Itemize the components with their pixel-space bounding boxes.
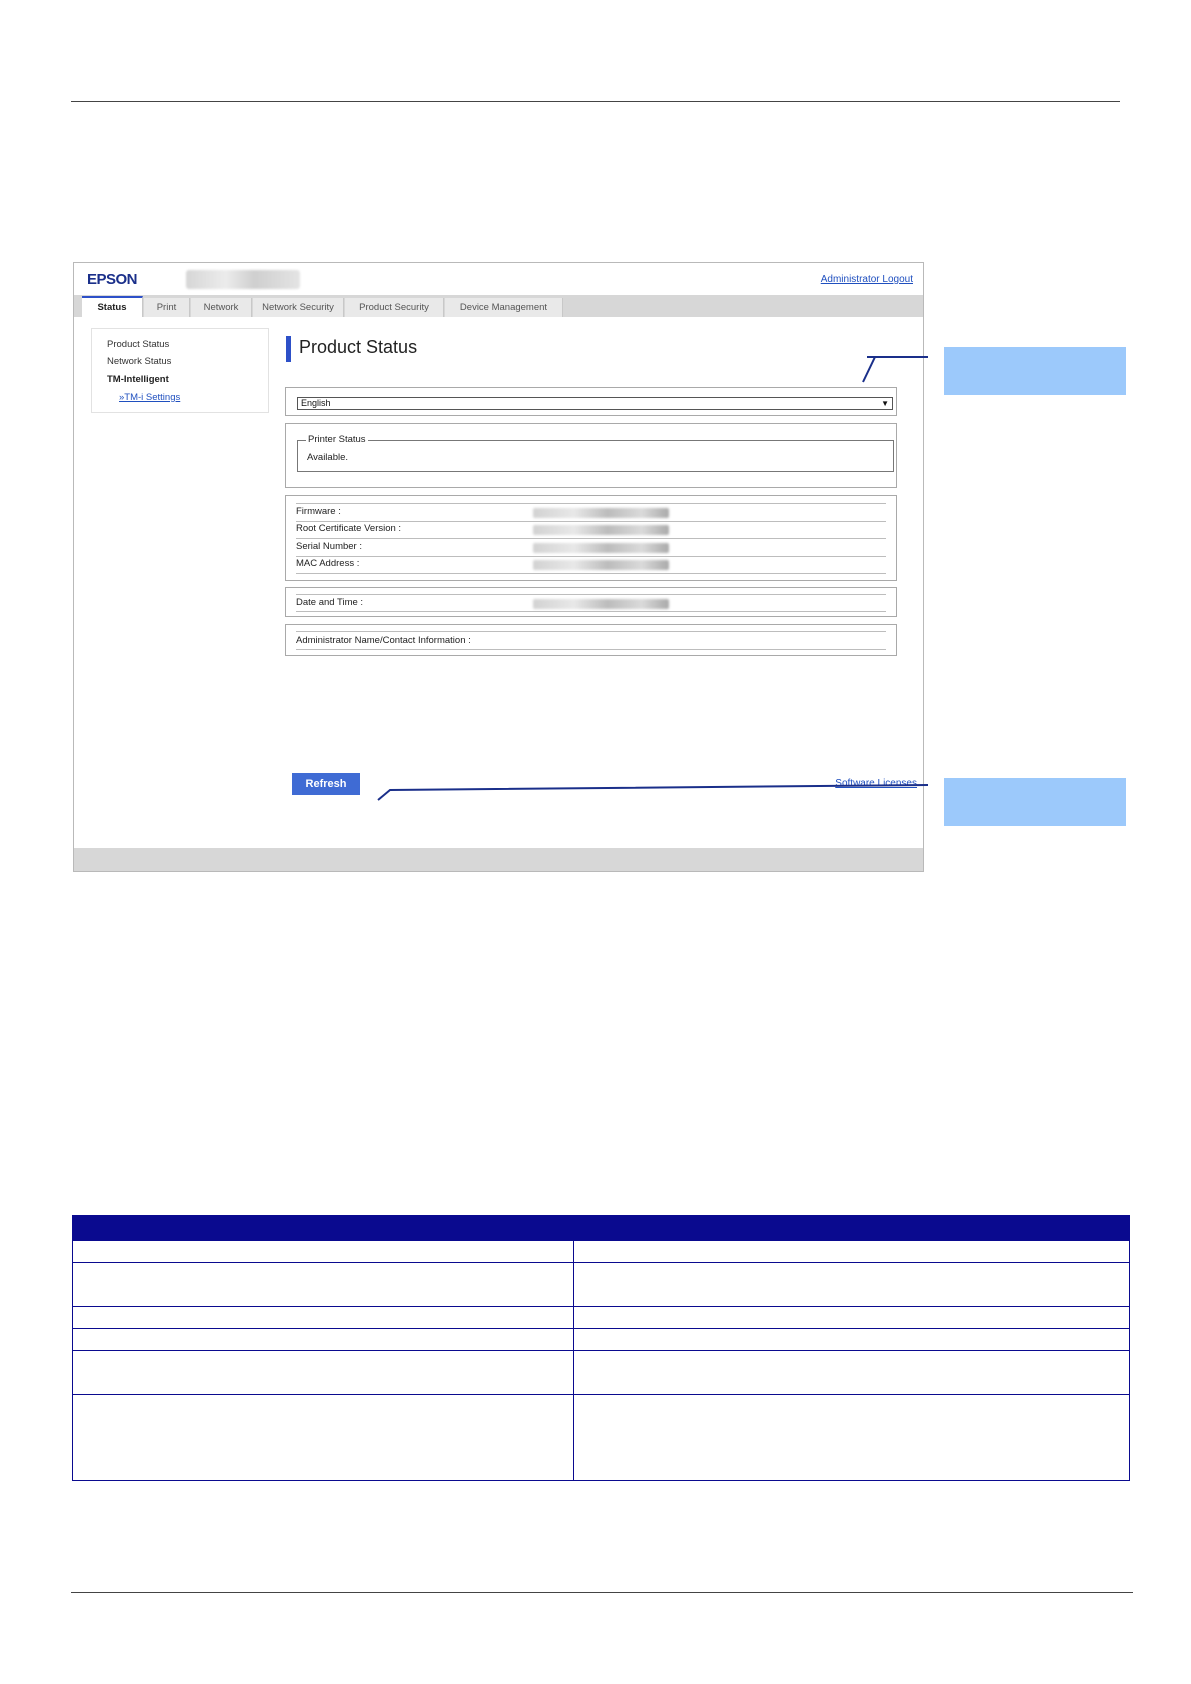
web-header [74,263,923,295]
serial-number-label: Serial Number : [296,541,362,552]
printer-status-fieldset [297,434,894,472]
chevron-down-icon: ▼ [881,399,889,408]
tab-print[interactable]: Print [144,298,190,317]
mac-address-label: MAC Address : [296,558,360,569]
firmware-value-blurred [533,508,669,518]
administrator-logout-link[interactable]: Administrator Logout [820,274,913,285]
row-divider [296,631,886,632]
sidebar [91,328,269,413]
table-cell [574,1241,1130,1263]
row-divider [296,521,886,522]
footer-bar [74,848,923,871]
serial-number-value-blurred [533,543,669,553]
table-cell [574,1263,1130,1307]
admin-info-box [285,624,897,656]
row-divider [296,594,886,595]
language-select[interactable] [297,397,893,410]
callout-box-refresh [944,778,1126,826]
date-time-value-blurred [533,599,669,609]
table-header-row [73,1216,1130,1241]
table-cell [574,1329,1130,1351]
row-divider [296,556,886,557]
table-header-cell [73,1216,574,1241]
table-row [73,1395,1130,1481]
sidebar-item-product-status[interactable]: Product Status [107,339,170,350]
header-rule [71,101,1120,102]
tab-device-management[interactable]: Device Management [445,298,563,317]
table-row [73,1263,1130,1307]
language-select-value: English [301,398,331,408]
table-cell [73,1241,574,1263]
web-config-screenshot [73,262,924,872]
date-time-box [285,587,897,617]
tab-network-security[interactable]: Network Security [253,298,344,317]
callout-box-language [944,347,1126,395]
table-row [73,1351,1130,1395]
printer-status-box [285,423,897,488]
table-row [73,1307,1130,1329]
description-table [72,1215,1130,1481]
row-divider [296,649,886,650]
root-certificate-label: Root Certificate Version : [296,523,402,534]
table-cell [73,1263,574,1307]
table-cell [574,1395,1130,1481]
language-box [285,387,897,416]
software-licenses-link[interactable]: Software Licenses [835,778,917,789]
tab-network[interactable]: Network [191,298,252,317]
sidebar-section-tm-intelligent: TM-Intelligent [107,374,169,385]
refresh-button[interactable]: Refresh [292,773,360,795]
table-cell [73,1395,574,1481]
table-cell [73,1351,574,1395]
table-row [73,1241,1130,1263]
epson-logo: EPSON [87,271,138,288]
table-cell [73,1329,574,1351]
product-info-box [285,495,897,581]
firmware-label: Firmware : [296,506,341,517]
row-divider [296,611,886,612]
row-divider [296,538,886,539]
table-cell [73,1307,574,1329]
table-row [73,1329,1130,1351]
row-divider [296,503,886,504]
tab-product-security[interactable]: Product Security [345,298,444,317]
row-divider [296,573,886,574]
table-header-cell [574,1216,1130,1241]
root-certificate-value-blurred [533,525,669,535]
sidebar-link-tmi-settings[interactable]: »TM-i Settings [119,392,181,403]
footer-rule [71,1592,1133,1593]
title-accent-bar [286,336,291,362]
printer-status-legend: Printer Status [308,434,366,445]
mac-address-value-blurred [533,560,669,570]
sidebar-item-network-status[interactable]: Network Status [107,356,172,367]
table-cell [574,1351,1130,1395]
blurred-model-name [186,270,300,289]
tab-status[interactable]: Status [82,296,143,319]
page-title: Product Status [299,337,418,357]
date-time-label: Date and Time : [296,597,364,608]
tab-bar [74,295,923,317]
printer-status-value: Available. [307,452,349,463]
table-cell [574,1307,1130,1329]
admin-contact-label: Administrator Name/Contact Information : [296,635,471,646]
